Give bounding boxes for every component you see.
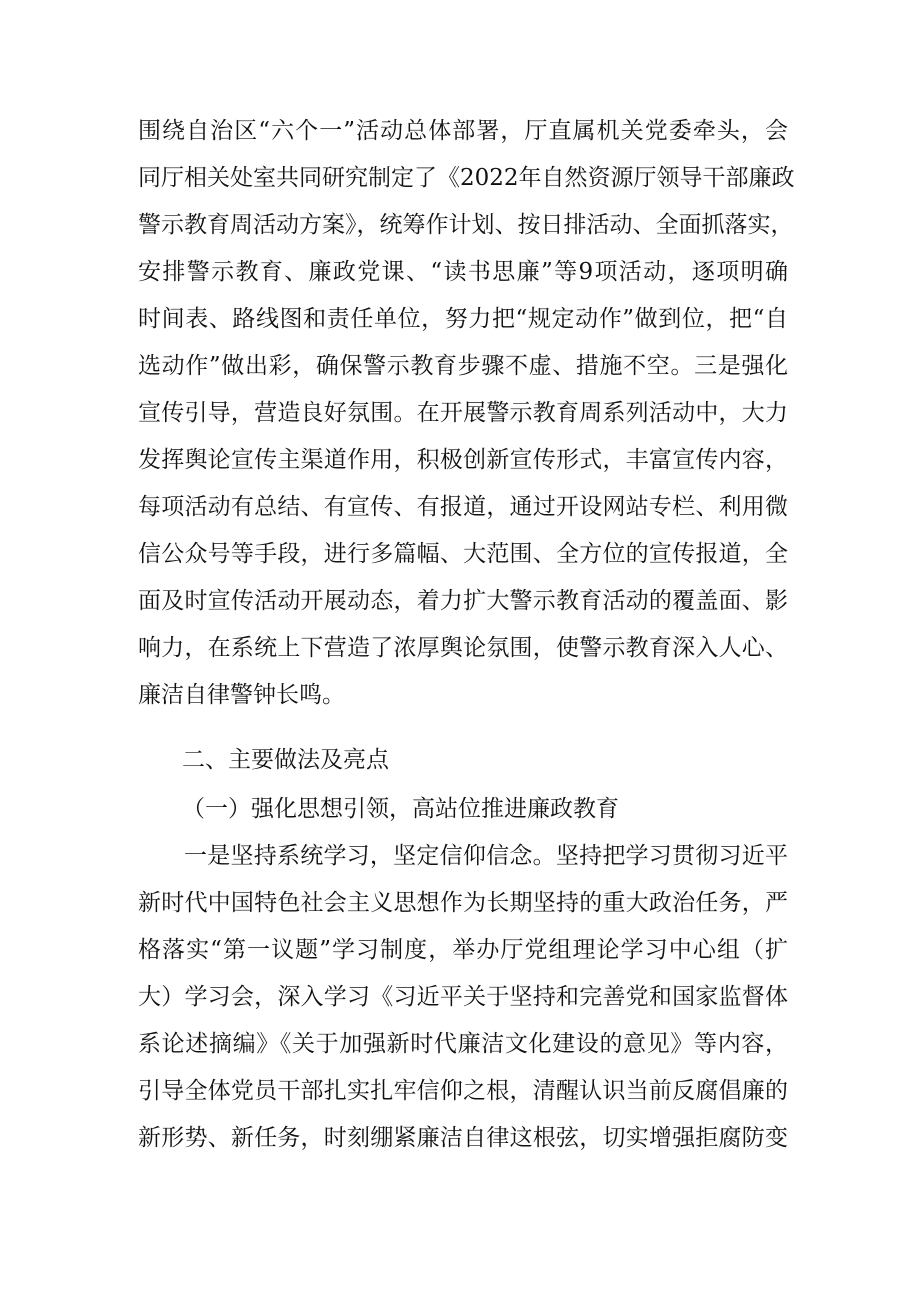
paragraph-line: 响力，在系统上下营造了浓厚舆论氛围，使警示教育深入人心、 [138,635,788,661]
paragraph-line: 格落实“第一议题”学习制度，举办厅党组理论学习中心组（扩 [138,937,788,963]
paragraph-line: 宣传引导，营造良好氛围。在开展警示教育周系列活动中，大力 [138,400,788,426]
section-heading: 二、主要做法及亮点 [182,747,389,773]
paragraph-line: 安排警示教育、廉政党课、“读书思廉”等9项活动，逐项明确 [138,259,788,285]
paragraph-line: 每项活动有总结、有宣传、有报道，通过开设网站专栏、利用微 [138,494,788,520]
paragraph-line: 新时代中国特色社会主义思想作为长期坚持的重大政治任务，严 [138,890,788,916]
paragraph-line: 同厅相关处室共同研究制定了《2022年自然资源厅领导干部廉政 [138,165,795,191]
paragraph-line: 一是坚持系统学习，坚定信仰信念。坚持把学习贯彻习近平 [184,843,788,869]
paragraph-line: 警示教育周活动方案》，统筹作计划、按日排活动、全面抓落实， [138,212,794,238]
paragraph-line: 大）学习会，深入学习《习近平关于坚持和完善党和国家监督体 [138,984,788,1010]
paragraph-line: 面及时宣传活动开展动态，着力扩大警示教育活动的覆盖面、影 [138,588,788,614]
paragraph-line: 信公众号等手段，进行多篇幅、大范围、全方位的宣传报道，全 [138,541,788,567]
paragraph-line: 系论述摘编》《关于加强新时代廉洁文化建设的意见》等内容， [138,1031,788,1057]
paragraph-line: 选动作”做出彩，确保警示教育步骤不虚、措施不空。三是强化 [138,353,788,379]
paragraph-line: 围绕自治区“六个一”活动总体部署，厅直属机关党委牵头，会 [138,118,788,144]
subsection-heading: （一）强化思想引领，高站位推进廉政教育 [182,796,619,822]
paragraph-line: 廉洁自律警钟长鸣。 [138,682,345,708]
paragraph-line: 引导全体党员干部扎实扎牢信仰之根，清醒认识当前反腐倡廉的 [138,1078,788,1104]
paragraph-line: 发挥舆论宣传主渠道作用，积极创新宣传形式，丰富宣传内容， [138,447,788,473]
paragraph-line: 时间表、路线图和责任单位，努力把“规定动作”做到位，把“自 [138,306,788,332]
paragraph-line: 新形势、新任务，时刻绷紧廉洁自律这根弦，切实增强拒腐防变 [138,1125,788,1151]
